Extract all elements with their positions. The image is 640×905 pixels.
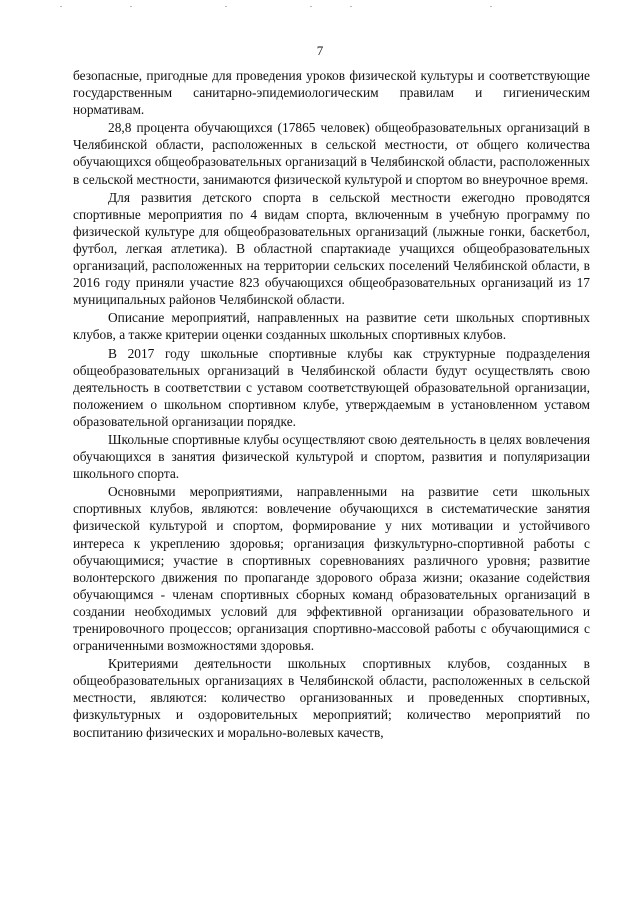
scan-artifacts bbox=[20, 4, 620, 10]
scan-speck bbox=[60, 6, 62, 7]
paragraph-clubs-goals: Школьные спортивные клубы осуществляют свою деятельность в целях вовлечения обучающихся в занятия физической культурой и спортом, развития и популяризации школьного спорта. bbox=[73, 431, 590, 482]
scan-speck bbox=[225, 6, 227, 7]
scan-speck bbox=[490, 6, 492, 7]
paragraph-clubs-2017: В 2017 году школьные спортивные клубы как структурные подразделения общеобразовательных организаций в Челябинской области будут осуществлять свою деятельность в соответствии с уставом соответствующей образовательной организации, положением о школьном спортивном клубе, утверждаемым в установленном уставом образовательной организации порядке. bbox=[73, 345, 590, 429]
paragraph-criteria: Критериями деятельности школьных спортивных клубов, созданных в общеобразовательных организациях в Челябинской области, расположенных в сельской местности, являются: количество организованных и проведенных спортивных, физкультурных и оздоровительных мероприятий; количество мероприятий по воспитанию физических и морально-волевых качеств, bbox=[73, 656, 590, 740]
scan-speck bbox=[310, 6, 312, 7]
scan-speck bbox=[350, 6, 352, 7]
paragraph-rural-students-share: 28,8 процента обучающихся (17865 человек) общеобразовательных организаций в Челябинской области, расположенных в сельской местности, от общего количества обучающихся общеобразовательных организаций в Челябинской области, расположенных в сельской местности, занимаются физической культурой и спортом во внеурочное время. bbox=[73, 120, 590, 187]
page-number: 7 bbox=[316, 43, 324, 58]
paragraph-rural-sports-events: Для развития детского спорта в сельской местности ежегодно проводятся спортивные мероприятия по 4 видам спорта, включенным в учебную программу по физической культуре для общеобразовательных организаций (лыжные гонки, баскетбол, футбол, легкая атлетика). В областной спартакиаде учащихся общеобразовательных организаций, расположенных на территории сельских поселений Челябинской области, в 2016 году приняли участие 823 обучающихся общеобразовательных организаций из 17 муниципальных районов Челябинской области. bbox=[73, 189, 590, 308]
paragraph-clubs-description-heading: Описание мероприятий, направленных на развитие сети школьных спортивных клубов, а также критерии оценки созданных школьных спортивных клубов. bbox=[73, 310, 590, 343]
scan-speck bbox=[130, 6, 132, 7]
paragraph-continuation: безопасные, пригодные для проведения уроков физической культуры и соответствующие государственным санитарно-эпидемиологическим правилам и гигиеническим нормативам. bbox=[73, 68, 590, 118]
body-text bbox=[73, 67, 590, 742]
paragraph-main-activities: Основными мероприятиями, направленными на развитие сети школьных спортивных клубов, являются: вовлечение обучающихся в систематические занятия физической культурой и спортом, формирование у них мотивации и устойчивого интереса к укреплению здоровья; организация физкультурно-спортивной работы с обучающимися; участие в спортивных соревнованиях различного уровня; развитие волонтерского движения по пропаганде здорового образа жизни; оказание содействия обучающимся - членам спортивных сборных команд образовательных организаций в создании необходимых условий для эффективной организации образовательного и тренировочного процессов; организация спортивно-массовой работы с обучающимися с ограниченными возможностями здоровья. bbox=[73, 484, 590, 654]
